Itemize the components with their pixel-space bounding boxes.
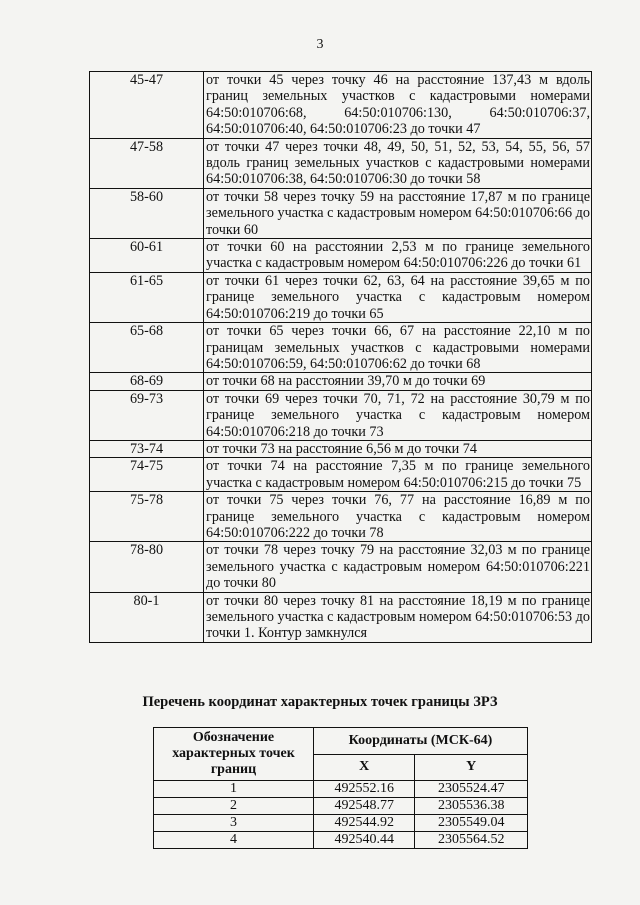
boundary-segments-table (89, 71, 592, 643)
table-row (90, 440, 592, 457)
point-number: 2 (154, 798, 314, 815)
segment-code: 58-60 (90, 188, 204, 238)
segment-description: от точки 80 через точку 81 на расстояние 18,19 м по границе земельного участка с кадастровым номером 64:50:010706:53 до точки 1. Контур замкнулся (204, 592, 592, 642)
table-row (90, 138, 592, 188)
segment-description: от точки 65 через точки 66, 67 на расстояние 22,10 м по границам земельных участков с кадастровыми номерами 64:50:010706:59, 64:50:010706:62 до точки 68 (204, 323, 592, 373)
segment-description: от точки 61 через точки 62, 63, 64 на расстояние 39,65 м по границе земельного участка с кадастровым номером 64:50:010706:219 до точки 65 (204, 272, 592, 322)
segment-description: от точки 74 на расстояние 7,35 м по границе земельного участка с кадастровым номером 64:50:010706:215 до точки 75 (204, 458, 592, 492)
table-row (154, 815, 528, 832)
table-row (90, 390, 592, 440)
segment-code: 75-78 (90, 492, 204, 542)
table-row (90, 492, 592, 542)
column-header-designation: Обозначение характерных точек границ (154, 728, 314, 781)
table-row (154, 781, 528, 798)
coord-x: 492544.92 (314, 815, 415, 832)
table-row (90, 373, 592, 390)
table-row (90, 542, 592, 592)
segment-description: от точки 69 через точки 70, 71, 72 на расстояние 30,79 м по границе земельного участка с кадастровым номером 64:50:010706:218 до точки 73 (204, 390, 592, 440)
segment-code: 47-58 (90, 138, 204, 188)
column-header-y: Y (415, 754, 528, 781)
table-row (90, 239, 592, 273)
segment-code: 78-80 (90, 542, 204, 592)
segment-code: 73-74 (90, 440, 204, 457)
coordinates-heading: Перечень координат характерных точек границы ЗРЗ (142, 694, 498, 710)
segment-code: 80-1 (90, 592, 204, 642)
segment-description: от точки 47 через точки 48, 49, 50, 51, 52, 53, 54, 55, 56, 57 вдоль границ земельных участков с кадастровыми номерами 64:50:010706:38, 64:50:010706:30 до точки 58 (204, 138, 592, 188)
table-header-row (154, 728, 528, 755)
column-header-coordinates: Координаты (МСК-64) (314, 728, 528, 755)
coord-y: 2305524.47 (415, 781, 528, 798)
coord-x: 492540.44 (314, 832, 415, 849)
table-row (90, 72, 592, 139)
table-row (154, 798, 528, 815)
segment-code: 74-75 (90, 458, 204, 492)
column-header-x: X (314, 754, 415, 781)
table-row (90, 323, 592, 373)
segment-description: от точки 45 через точку 46 на расстояние 137,43 м вдоль границ земельных участков с кадастровыми номерами 64:50:010706:68, 64:50:010706:130, 64:50:010706:37, 64:50:010706:40, 64:50:010706:23 до точки 47 (204, 72, 592, 139)
segment-code: 69-73 (90, 390, 204, 440)
segment-code: 61-65 (90, 272, 204, 322)
point-number: 1 (154, 781, 314, 798)
table-row (90, 272, 592, 322)
coord-x: 492552.16 (314, 781, 415, 798)
point-number: 3 (154, 815, 314, 832)
segment-code: 68-69 (90, 373, 204, 390)
segment-code: 45-47 (90, 72, 204, 139)
coord-y: 2305564.52 (415, 832, 528, 849)
coord-x: 492548.77 (314, 798, 415, 815)
table-row (154, 832, 528, 849)
table-row (90, 188, 592, 238)
segment-description: от точки 58 через точку 59 на расстояние 17,87 м по границе земельного участка с кадастровым номером 64:50:010706:66 до точки 60 (204, 188, 592, 238)
coordinates-table (153, 727, 528, 849)
segment-code: 60-61 (90, 239, 204, 273)
segment-description: от точки 75 через точки 76, 77 на расстояние 16,89 м по границе земельного участка с кадастровым номером 64:50:010706:222 до точки 78 (204, 492, 592, 542)
table-row (90, 592, 592, 642)
coord-y: 2305549.04 (415, 815, 528, 832)
coord-y: 2305536.38 (415, 798, 528, 815)
table-row (90, 458, 592, 492)
page-number: 3 (316, 37, 324, 52)
segment-code: 65-68 (90, 323, 204, 373)
segment-description: от точки 68 на расстоянии 39,70 м до точки 69 (204, 373, 592, 390)
segment-description: от точки 78 через точку 79 на расстояние 32,03 м по границе земельного участка с кадастровым номером 64:50:010706:221 до точки 80 (204, 542, 592, 592)
segment-description: от точки 73 на расстояние 6,56 м до точки 74 (204, 440, 592, 457)
point-number: 4 (154, 832, 314, 849)
segment-description: от точки 60 на расстоянии 2,53 м по границе земельного участка с кадастровым номером 64:50:010706:226 до точки 61 (204, 239, 592, 273)
